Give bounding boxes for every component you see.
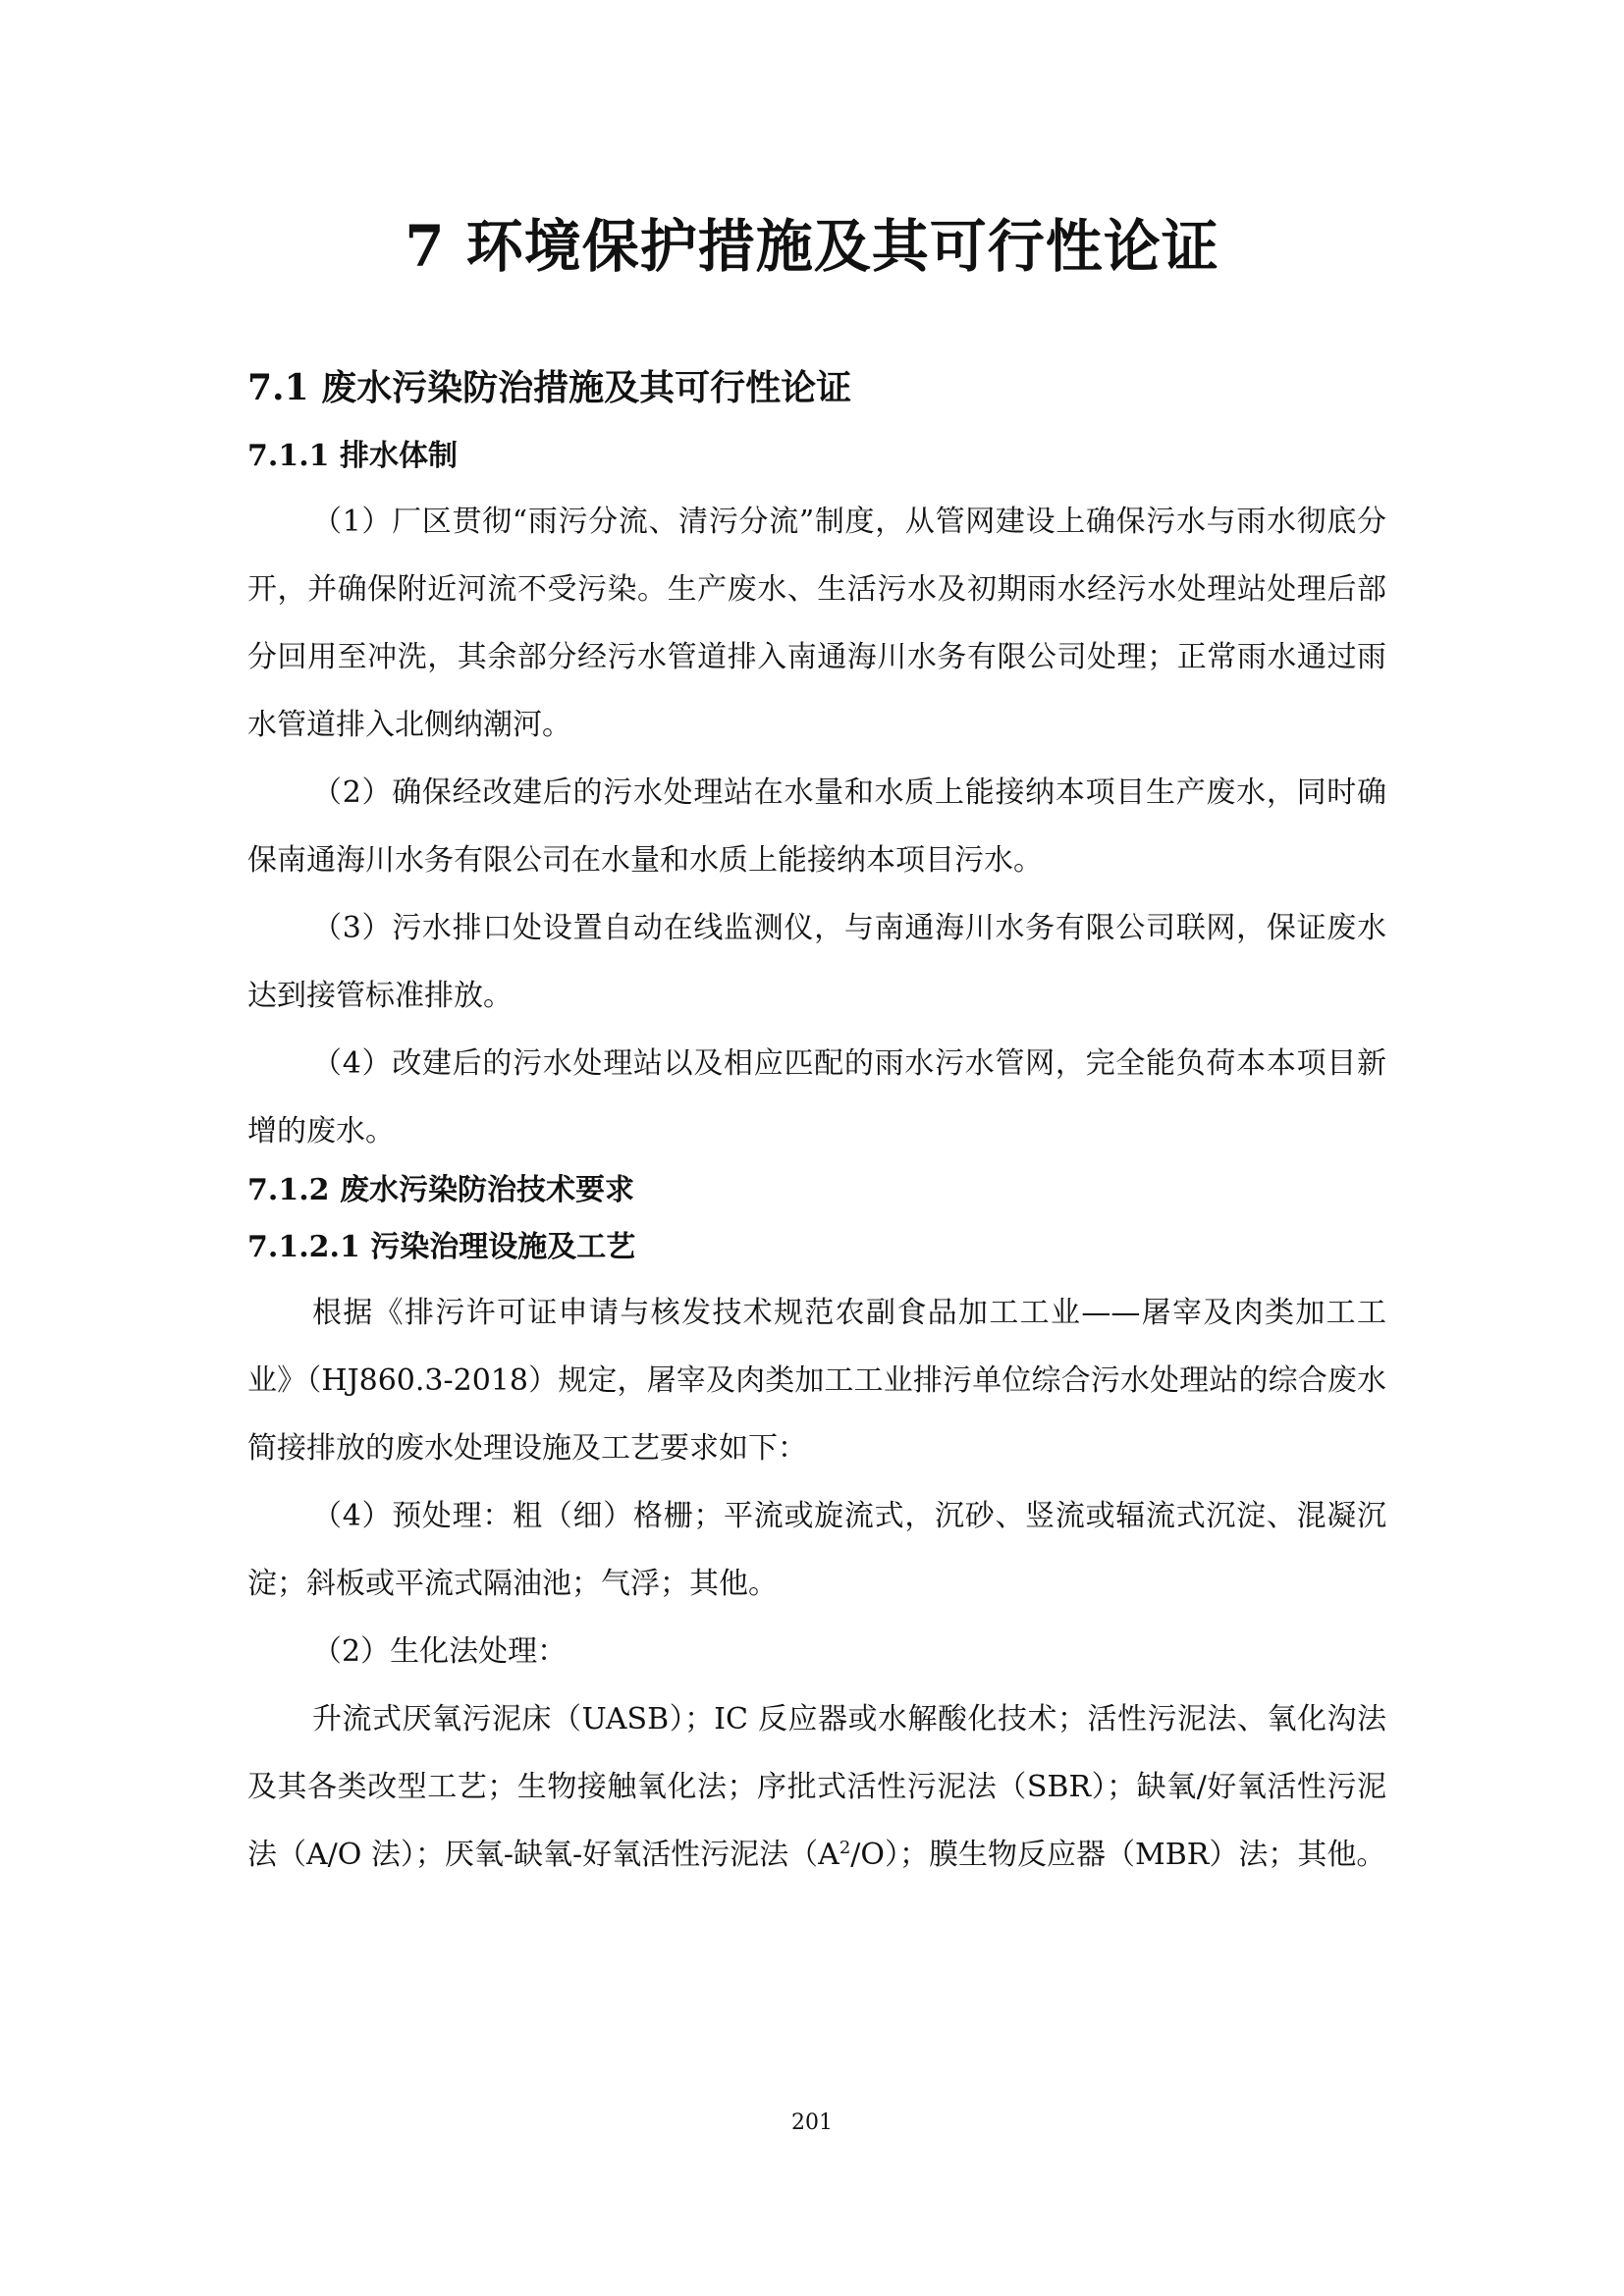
section-heading-7-1-1: 7.1.1 排水体制 xyxy=(247,439,458,473)
section-heading-7-1: 7.1 废水污染防治措施及其可行性论证 xyxy=(247,367,852,408)
paragraph: （2）生化法处理： xyxy=(312,1634,568,1669)
superscript: 2 xyxy=(839,1838,851,1858)
page-content xyxy=(247,358,1386,1889)
section-heading-7-1-2: 7.1.2 废水污染防治技术要求 xyxy=(247,1173,634,1207)
section-heading-7-1-2-1: 7.1.2.1 污染治理设施及工艺 xyxy=(247,1230,636,1264)
paragraph: 根据《排污许可证申请与核发技术规范农副食品加工工业——屠宰及肉类加工工业》（HJ860.3-2018）规定，屠宰及肉类加工工业排污单位综合污水处理站的综合废水简接排放的废水处理设施及工艺要求如下： xyxy=(247,1296,1386,1466)
page-number: 201 xyxy=(791,2110,833,2135)
paragraph: （3）污水排口处设置自动在线监测仪，与南通海川水务有限公司联网，保证废水达到接管标准排放。 xyxy=(247,911,1386,1013)
paragraph: （1）厂区贯彻“雨污分流、清污分流”制度，从管网建设上确保污水与雨水彻底分开，并确保附近河流不受污染。生产废水、生活污水及初期雨水经污水处理站处理后部分回用至冲洗，其余部分经污水管道排入南通海川水务有限公司处理；正常雨水通过雨水管道排入北侧纳潮河。 xyxy=(247,505,1386,742)
paragraph-biological-processes xyxy=(247,1685,1386,1889)
paragraph: （2）确保经改建后的污水处理站在水量和水质上能接纳本项目生产废水，同时确保南通海川水务有限公司在水量和水质上能接纳本项目污水。 xyxy=(247,775,1386,878)
paragraph-text: 升流式厌氧污泥床（UASB）；IC 反应器或水解酸化技术；活性污泥法、氧化沟法及其各类改型工艺；生物接触氧化法；序批式活性污泥法（SBR）；缺氧/好氧活性污泥法（A/O 法）；厌氧-缺氧-好氧活性污泥法（A xyxy=(247,1702,1386,1872)
paragraph: （4）预处理：粗（细）格栅；平流或旋流式，沉砂、竖流或辐流式沉淀、混凝沉淀；斜板或平流式隔油池；气浮；其他。 xyxy=(247,1499,1386,1601)
chapter-title: 7 环境保护措施及其可行性论证 xyxy=(405,213,1219,280)
paragraph-text: /O）；膜生物反应器（MBR）法；其他。 xyxy=(850,1838,1386,1872)
paragraph: （4）改建后的污水处理站以及相应匹配的雨水污水管网，完全能负荷本本项目新增的废水。 xyxy=(247,1046,1386,1148)
